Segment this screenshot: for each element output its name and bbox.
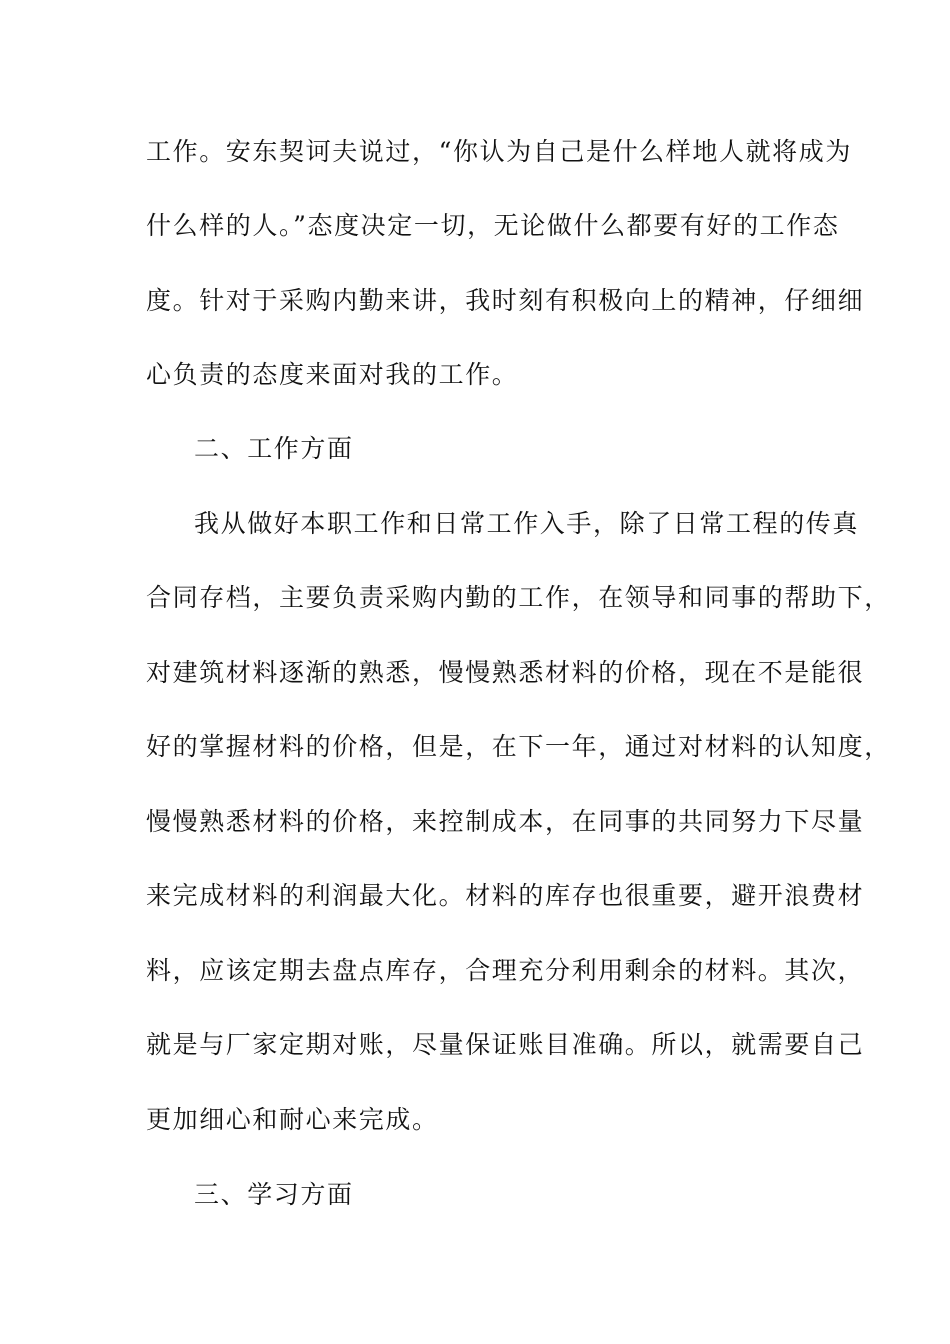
body-text-line: 好的掌握材料的价格，但是，在下一年，通过对材料的认知度， — [146, 732, 891, 761]
body-text-line: 工作。安东契诃夫说过，“你认为自己是什么样地人就将成为 — [146, 137, 852, 166]
body-text-line: 料，应该定期去盘点库存，合理充分利用剩余的材料。其次， — [146, 956, 865, 985]
section-heading-study: 三、学习方面 — [194, 1180, 354, 1209]
body-text-line: 我从做好本职工作和日常工作入手，除了日常工程的传真 — [194, 509, 860, 538]
body-text-line: 来完成材料的利润最大化。材料的库存也很重要，避开浪费材 — [146, 881, 865, 910]
body-text-line: 就是与厂家定期对账，尽量保证账目准确。所以，就需要自己 — [146, 1030, 865, 1059]
body-text-line: 什么样的人。”态度决定一切，无论做什么都要有好的工作态 — [146, 211, 840, 240]
section-heading-work: 二、工作方面 — [194, 434, 354, 463]
body-text-line: 对建筑材料逐渐的熟悉，慢慢熟悉材料的价格，现在不是能很 — [146, 658, 865, 687]
body-text-line: 慢慢熟悉材料的价格，来控制成本，在同事的共同努力下尽量 — [146, 807, 865, 836]
body-text-line: 度。针对于采购内勤来讲，我时刻有积极向上的精神，仔细细 — [146, 286, 865, 315]
body-text-line: 更加细心和耐心来完成。 — [146, 1105, 439, 1134]
body-text-line: 心负责的态度来面对我的工作。 — [146, 360, 519, 389]
body-text-line: 合同存档，主要负责采购内勤的工作，在领导和同事的帮助下， — [146, 583, 891, 612]
